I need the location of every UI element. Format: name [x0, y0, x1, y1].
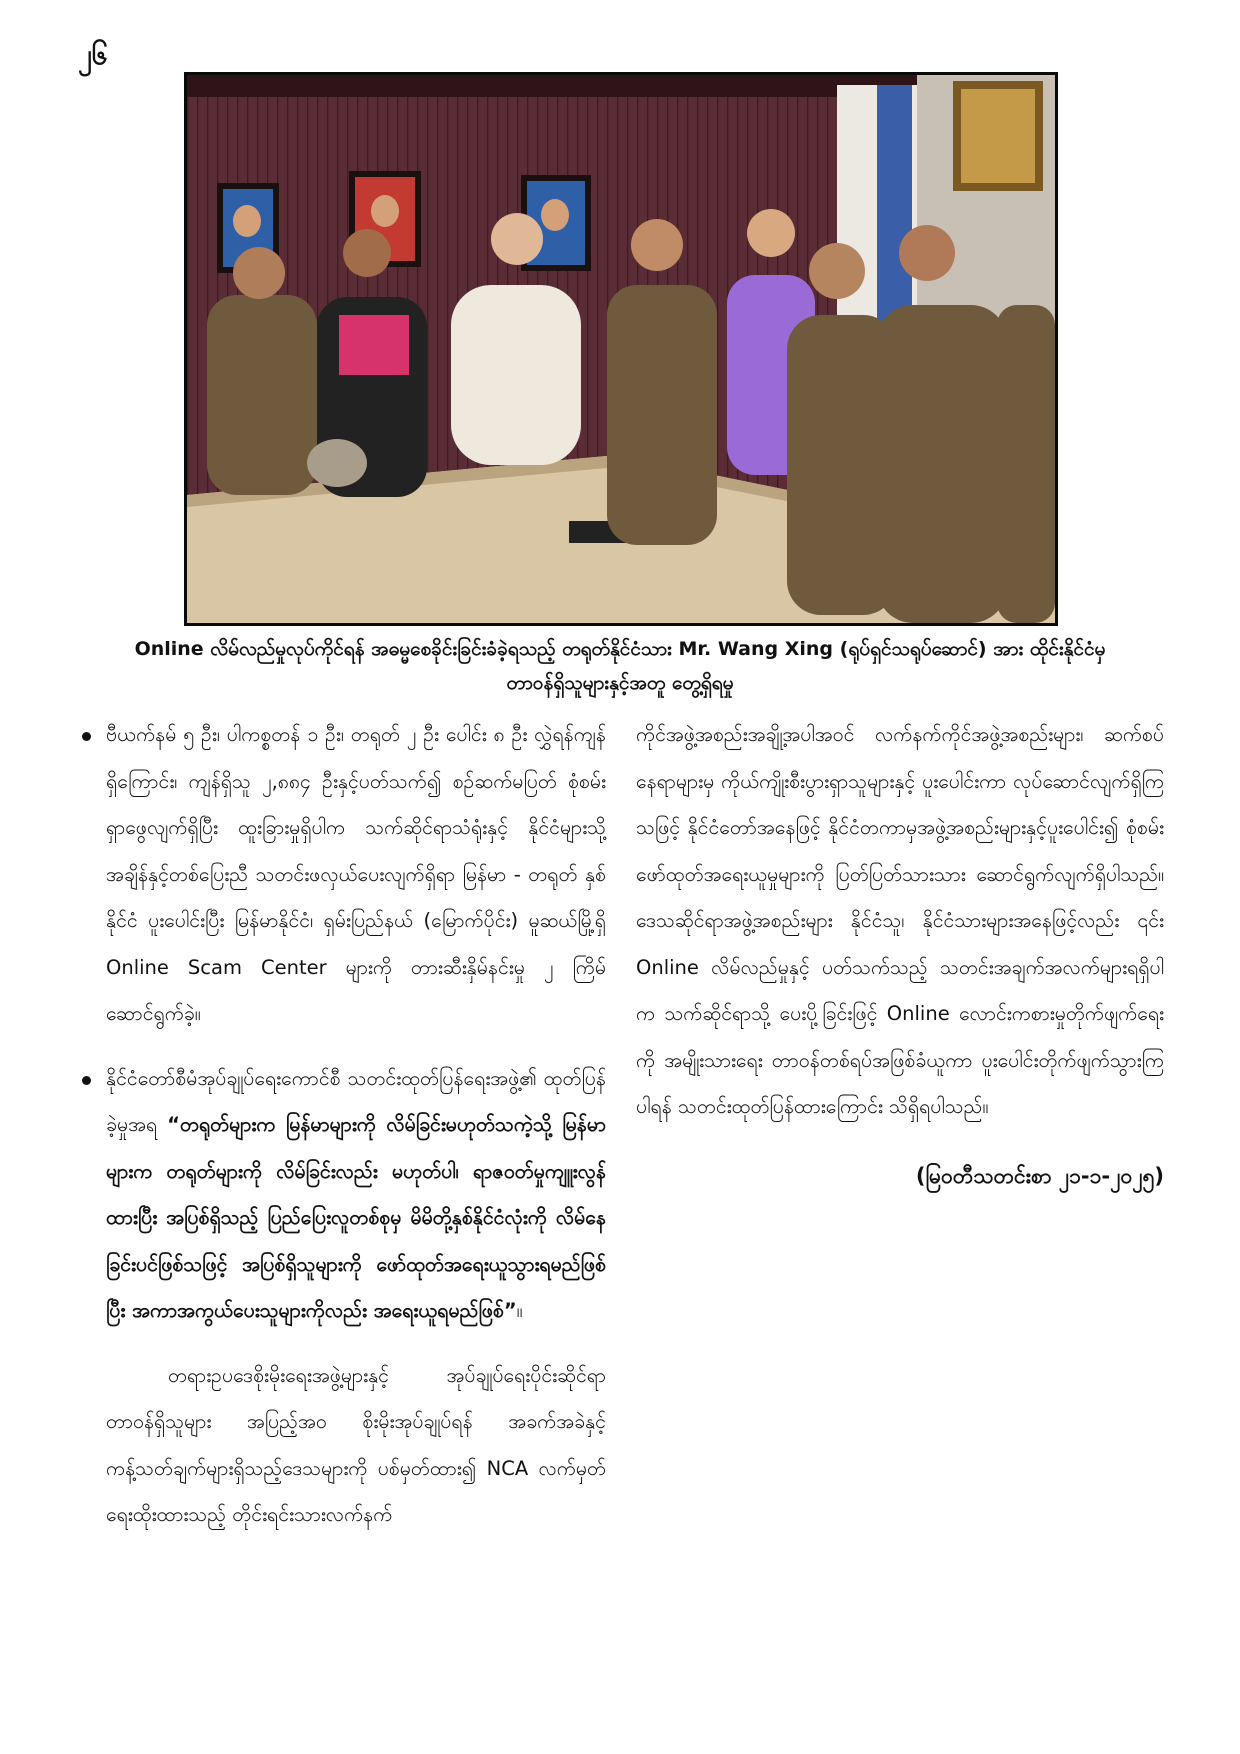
bullet-2-quote: “တရုတ်များက မြန်မာများကို လိမ်ခြင်းမဟုတ်သကဲ့သို့ မြန်မာများက တရုတ်များကို လိမ်ခြင်းလည်း မဟုတ်ပါ၊ ရာဇဝတ်မှုကျူးလွန်ထားပြီး အပြစ်ရှိသည့် ပြည်ပြေးလူတစ်စုမှ မိမိတို့နှစ်နိုင်ငံလုံးကို လိမ်နေခြင်းပင်ဖြစ်သဖြင့် အပြစ်ရှိသူများကို ဖော်ထုတ်အရေးယူသွားရမည်ဖြစ်ပြီး အကာအကွယ်ပေးသူများကိုလည်း အရေးယူရမည်ဖြစ်”	[106, 1113, 606, 1322]
right-body-text: ကိုင်အဖွဲ့အစည်းအချို့အပါအဝင် လက်နက်ကိုင်အဖွဲ့အစည်းများ၊ ဆက်စပ်နေရာများမှ ကိုယ်ကျိုးစီးပွားရှာသူများနှင့် ပူးပေါင်းကာ လုပ်ဆောင်လျက်ရှိကြသဖြင့် နိုင်ငံတော်အနေဖြင့် နိုင်ငံတကာမှအဖွဲ့အစည်းများနှင့်ပူးပေါင်း၍ စုံစမ်းဖော်ထုတ်အရေးယူမှုများကို ပြတ်ပြတ်သားသား ဆောင်ရွက်လျက်ရှိပါသည်။ ဒေသဆိုင်ရာအဖွဲ့အစည်းများ နိုင်ငံသူ၊ နိုင်ငံသားများအနေဖြင့်လည်း ၎င်း Online လိမ်လည်မှုနှင့် ပတ်သက်သည့် သတင်းအချက်အလက်များရရှိပါက သက်ဆိုင်ရာသို့ ပေးပို့ခြင်းဖြင့် Online လောင်းကစားမှုတိုက်ဖျက်ရေးကို အမျိုးသားရေး တာဝန်တစ်ရပ်အဖြစ်ခံယူကာ ပူးပေါင်းတိုက်ဖျက်သွားကြပါရန် သတင်းထုတ်ပြန်ထားကြောင်း သိရှိရပါသည်။	[636, 723, 1164, 1118]
left-column	[106, 712, 606, 1539]
bullet-2-end: ။	[516, 1299, 523, 1322]
source-citation: (မြဝတီသတင်းစာ ၂၁-၁-၂၀၂၅)	[915, 1163, 1164, 1188]
page-number: ၂၆	[78, 38, 108, 71]
caption-line-1: Online လိမ်လည်မှုလုပ်ကိုင်ရန် အဓမ္မစေခိုင်းခြင်းခံခဲ့ရသည့် တရုတ်နိုင်ငံသား Mr. Wang Xing (ရုပ်ရှင်သရုပ်ဆောင်) အား ထိုင်းနိုင်ငံမှ	[134, 638, 1106, 660]
photo-caption	[70, 632, 1170, 700]
meeting-photo-illustration	[187, 75, 1055, 623]
news-photo	[184, 72, 1058, 626]
caption-line-2: တာဝန်ရှိသူများနှင့်အတူ တွေ့ရှိရမှု	[506, 672, 734, 694]
bullet-item-1: ဗီယက်နမ် ၅ ဦး၊ ပါကစ္စတန် ၁ ဦး၊ တရုတ် ၂ ဦး ပေါင်း ၈ ဦး လွှဲရန်ကျန်ရှိကြောင်း၊ ကျန်ရှိသူ ၂,၈၈၄ ဦးနှင့်ပတ်သက်၍ စဉ်ဆက်မပြတ် စုံစမ်းရှာဖွေလျက်ရှိပြီး ထူးခြားမှုရှိပါက သက်ဆိုင်ရာသံရုံးနှင့် နိုင်ငံများသို့ အချိန်နှင့်တစ်ပြေးညီ သတင်းဖလှယ်ပေးလျက်ရှိရာ မြန်မာ - တရုတ် နှစ်နိုင်ငံ ပူးပေါင်းပြီး မြန်မာနိုင်ငံ၊ ရှမ်းပြည်နယ် (မြောက်ပိုင်း) မူဆယ်မြို့ရှိ Online Scam Center များကို တားဆီးနှိမ်နင်းမှု ၂ ကြိမ် ဆောင်ရွက်ခဲ့။	[106, 712, 606, 1038]
bullet-list	[106, 712, 606, 1335]
bullet-item-2	[106, 1056, 606, 1335]
bullet-2-intro: နိုင်ငံတော်စီမံအုပ်ချုပ်ရေးကောင်စီ သတင်းထုတ်ပြန်ရေးအဖွဲ့၏ ထုတ်ပြန်ခဲ့မှုအရ	[106, 1066, 606, 1136]
body-paragraph: တရားဥပဒေစိုးမိုးရေးအဖွဲ့များနှင့် အုပ်ချုပ်ရေးပိုင်းဆိုင်ရာ တာဝန်ရှိသူများ အပြည့်အဝ စိုးမိုးအုပ်ချုပ်ရန် အခက်အခဲနှင့် ကန့်သတ်ချက်များရှိသည့်ဒေသများကို ပစ်မှတ်ထား၍ NCA လက်မှတ်ရေးထိုးထားသည့် တိုင်းရင်းသားလက်နက်	[106, 1363, 606, 1526]
right-column	[636, 712, 1164, 1199]
